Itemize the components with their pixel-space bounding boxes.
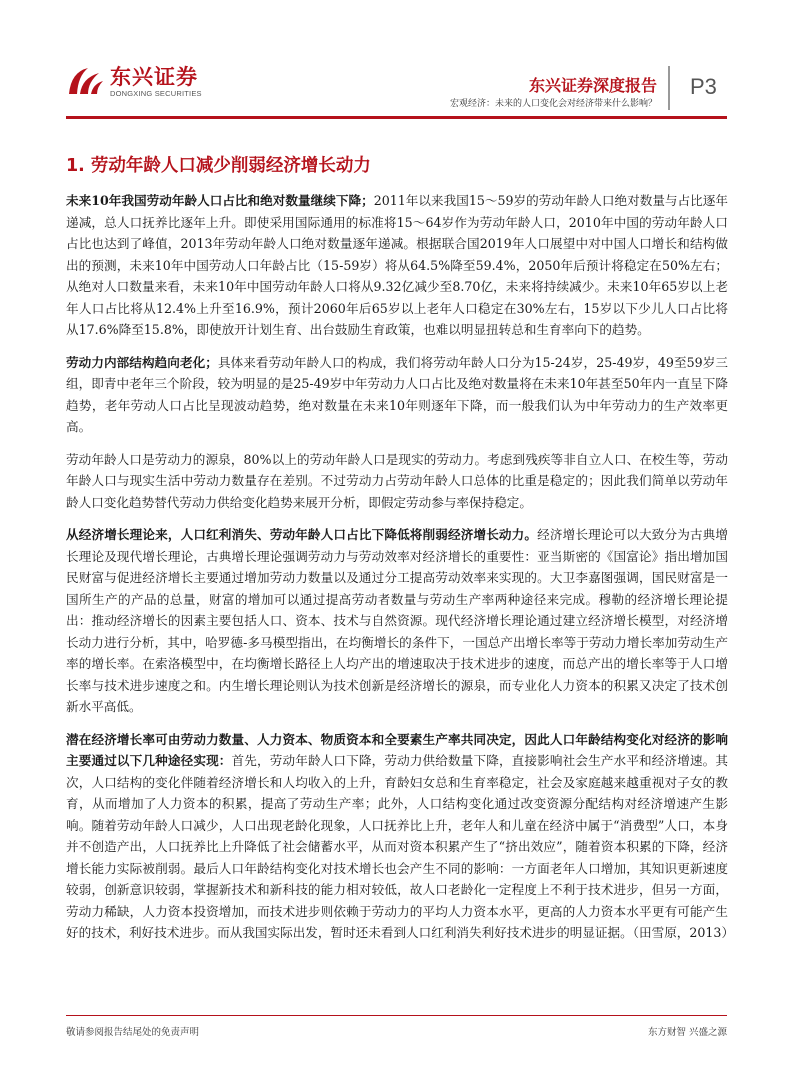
header-divider bbox=[668, 66, 670, 110]
paragraph-3 bbox=[66, 449, 728, 514]
logo-chinese-name: 东兴证券 bbox=[110, 64, 198, 89]
paragraph-5 bbox=[66, 729, 735, 944]
report-subtitle: 宏观经济：未来的人口变化会对经济带来什么影响？ bbox=[449, 99, 657, 109]
paragraph-lead: 潜在经济增长率可由劳动力数量、人力资本、物质资本和全要素生产率共同决定，因此人口年龄结构变化对经济的影响主要通过以下几种途径实现： bbox=[66, 731, 728, 768]
paragraph-body: 首先，劳动年龄人口下降，劳动力供给数量下降，直接影响社会生产水平和经济增速。其次，人口结构的变化伴随着经济增长和人均收入的上升，育龄妇女总和生育率稳定，社会及家庭越来越重视对子女的教育，从而增加了人力资本的积累，提高了劳动生产率；此外，人口结构变化通过改变资源分配结构对经济增速产生影响。随着劳动年龄人口减少，人口出现老龄化现象，人口抚养比上升，老年人和儿童在经济中属于“消费型”人口，本身并不创造产出，人口抚养比上升降低了社会储蓄水平，从而对资本积累产生了“挤出效应”，随着资本积累的下降，经济增长能力实际被削弱。最后人口年龄结构变化对技术增长也会产生不同的影响：一方面老年人口增加，其知识更新速度较弱，创新意识较弱，掌握新技术和新科技的能力相对较低，故人口老龄化一定程度上不利于技术进步，但另一方面，劳动力稀缺，人力资本投资增加，而技术进步则依赖于劳动力的平均人力资本水平，更高的人力资本水平更有可能产生好的技术，利好技术进步。而从我国实际出发，暂时还未看到人口红利消失利好技术进步的明显证据。（田雪原，2013） bbox=[66, 753, 735, 940]
company-logo bbox=[66, 64, 202, 98]
footer-slogan: 东方财智 兴盛之源 bbox=[647, 1027, 727, 1038]
paragraph-lead: 劳动力内部结构趋向老化； bbox=[66, 354, 218, 370]
page-header bbox=[0, 0, 793, 120]
section-title: 1. 劳动年龄人口减少削弱经济增长动力 bbox=[66, 156, 371, 176]
paragraph-body: 劳动年龄人口是劳动力的源泉，80%以上的劳动年龄人口是现实的劳动力。考虑到残疾等非自立人口、在校生等，劳动年龄人口与现实生活中劳动力数量存在差别。不过劳动力占劳动年龄人口总体的比重是稳定的；因此我们简单以劳动年龄人口变化趋势替代劳动力供给变化趋势来展开分析，即假定劳动参与率保持稳定。 bbox=[66, 451, 728, 510]
paragraph-lead: 从经济增长理论来，人口红利消失、劳动年龄人口占比下降低将削弱经济增长动力。 bbox=[66, 527, 538, 542]
report-title: 东兴证券深度报告 bbox=[528, 76, 657, 95]
paragraph-1 bbox=[66, 190, 728, 341]
paragraph-body: 具体来看劳动年龄人口的构成，我们将劳动年龄人口分为15-24岁，25-49岁，49至59岁三组，即青中老年三个阶段，较为明显的是25-49岁中年劳动力人口占比及绝对数量将在未来10年甚至50年内一直呈下降趋势，老年劳动人口占比呈现波动趋势，绝对数量在未来10年则逐年下降，而一般我们认为中年劳动力的生产效率更高。 bbox=[66, 354, 728, 434]
paragraph-lead: 未来10年我国劳动年龄人口占比和绝对数量继续下降； bbox=[66, 193, 374, 208]
header-rule bbox=[66, 116, 727, 119]
paragraph-4 bbox=[66, 524, 728, 718]
page-number: P3 bbox=[690, 74, 717, 99]
paragraph-2 bbox=[66, 352, 728, 438]
paragraph-body: 经济增长理论可以大致分为古典增长理论及现代增长理论，古典增长理论强调劳动力与劳动效率对经济增长的重要性：亚当斯密的《国富论》指出增加国民财富与促进经济增长主要通过增加劳动力数量以及通过分工提高劳动效率来实现的。大卫李嘉图强调，国民财富是一国所生产的产品的总量，财富的增加可以通过提高劳动者数量与劳动生产率两种途径来完成。穆勒的经济增长理论提出：推动经济增长的因素主要包括人口、资本、技术与自然资源。现代经济增长理论通过建立经济增长模型，对经济增长动力进行分析，其中，哈罗德-多马模型指出，在均衡增长的条件下，一国总产出增长率等于劳动力增长率加劳动生产率的增长率。在索洛模型中，在均衡增长路径上人均产出的增速取决于技术进步的速度，而总产出的增长率等于人口增长率与技术进步速度之和。内生增长理论则认为技术创新是经济增长的源泉，而专业化人力资本的积累又决定了技术创新水平高低。 bbox=[66, 527, 729, 714]
body-content bbox=[66, 190, 735, 955]
footer-disclaimer: 敬请参阅报告结尾处的免责声明 bbox=[66, 1027, 200, 1038]
paragraph-body: 2011年以来我国15～59岁的劳动年龄人口绝对数量与占比逐年递减，总人口抚养比逐年上升。即使采用国际通用的标准将15～64岁作为劳动年龄人口，2010年中国的劳动年龄人口占比也达到了峰值，2013年劳动年龄人口绝对数量逐年递减。根据联合国2019年人口展望中对中国人口增长和结构做出的预测，未来10年中国劳动人口年龄占比（15-59岁）将从64.5%降至59.4%，2050年后预计将稳定在50%左右；从绝对人口数量来看，未来10年中国劳动年龄人口将从9.32亿减少至8.70亿，未来将持续减少。未来10年65岁以上老年人口占比将从12.4%上升至16.9%，预计2060年后65岁以上老年人口稳定在30%左右，15岁以下少儿人口占比将从17.6%降至15.8%，即使放开计划生育、出台鼓励生育政策，也难以明显扭转总和生育率向下的趋势。 bbox=[66, 193, 728, 337]
logo-mark-icon bbox=[66, 64, 104, 98]
footer-rule bbox=[66, 1015, 727, 1016]
logo-english-name: DONGXING SECURITIES bbox=[110, 88, 202, 98]
